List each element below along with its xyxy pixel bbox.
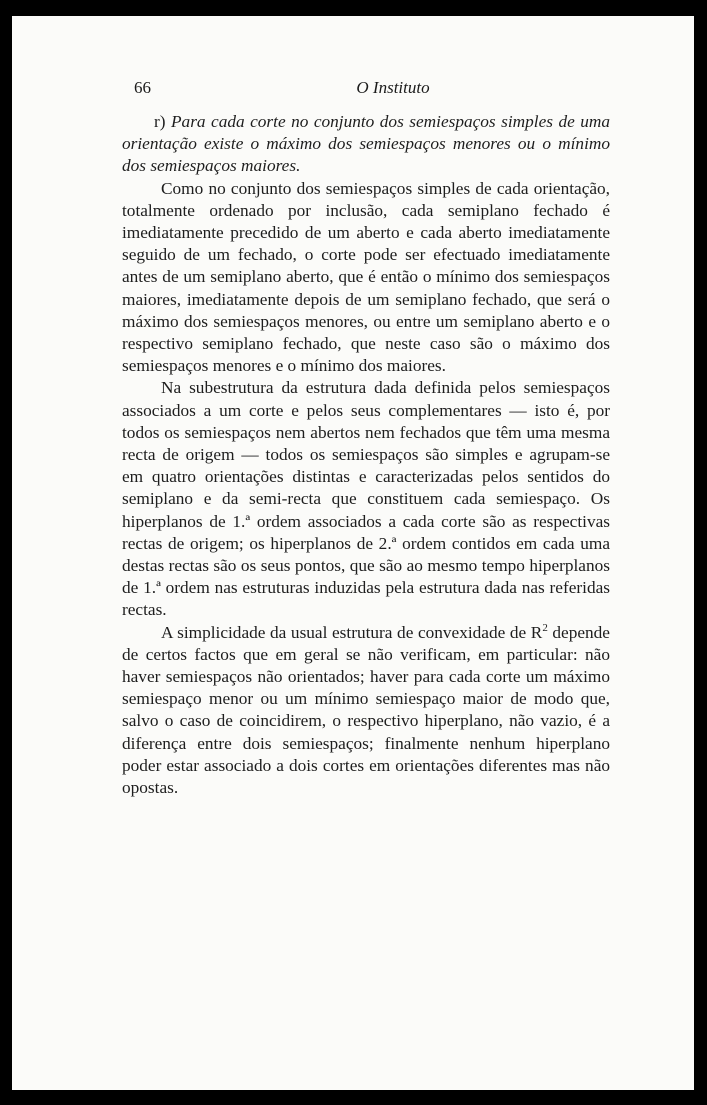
body-text bbox=[122, 111, 610, 799]
page-number: 66 bbox=[134, 78, 151, 97]
paragraph-substructure: Na subestrutura da estrutura dada definida pelos semiespaços associados a um corte e pelos seus complementares — isto é, por todos os semiespaços nem abertos nem fechados que têm uma mesma recta de origem — todos os semiespaços são simples e agrupam-se em quatro orientações distintas e caracterizadas pelos sentidos do semiplano e da semi-recta que constituem cada semiespaço. Os hiperplanos de 1.ª ordem associados a cada corte são as respectivas rectas de origem; os hiperplanos de 2.ª ordem contidos em cada uma destas rectas são os seus pontos, que são ao mesmo tempo hiperplanos de 1.ª ordem nas estruturas induzidas pela estrutura dada nas referidas rectas. bbox=[122, 378, 610, 620]
page-header bbox=[134, 78, 622, 102]
proposition-r bbox=[122, 111, 610, 178]
proposition-label: r) bbox=[154, 112, 166, 131]
paragraph-proof: Como no conjunto dos semiespaços simples de cada orientação, totalmente ordenado por inclusão, cada semiplano fechado é imediatamente precedido de um aberto e cada aberto imediatamente seguido de um fechado, o corte pode ser efectuado imediatamente antes de um semiplano aberto, que é então o mínimo dos semiespaços maiores, imediatamente depois de um semiplano fechado, que será o máximo dos semiespaços menores, ou entre um semiplano aberto e o respectivo semiplano fechado, que neste caso são o máximo dos semiespaços menores e o mínimo dos maiores. bbox=[122, 178, 610, 376]
paragraph-simplicity-start: A simplicidade da usual estrutura de convexidade de R bbox=[161, 622, 543, 642]
paragraph-simplicity-end: depende de certos factos que em geral se não verificam, em particular: não haver semiespaços não orientados; haver para cada corte um máximo semiespaço menor ou um mínimo semiespaço maior de modo que, salvo o caso de coincidirem, o respectivo hiperplano, não vazio, é a diferença entre dois semiespaços; finalmente nenhum hiperplano poder estar associado a dois cortes em orientações diferentes mas não opostas. bbox=[122, 622, 610, 798]
exponent: 2 bbox=[542, 621, 548, 634]
paragraph-simplicity bbox=[122, 622, 610, 800]
proposition-statement: Para cada corte no conjunto dos semiespaços simples de uma orientação existe o máximo dos semiespaços menores ou o mínimo dos semiespaços maiores. bbox=[122, 112, 610, 176]
running-title: O Instituto bbox=[356, 78, 430, 97]
